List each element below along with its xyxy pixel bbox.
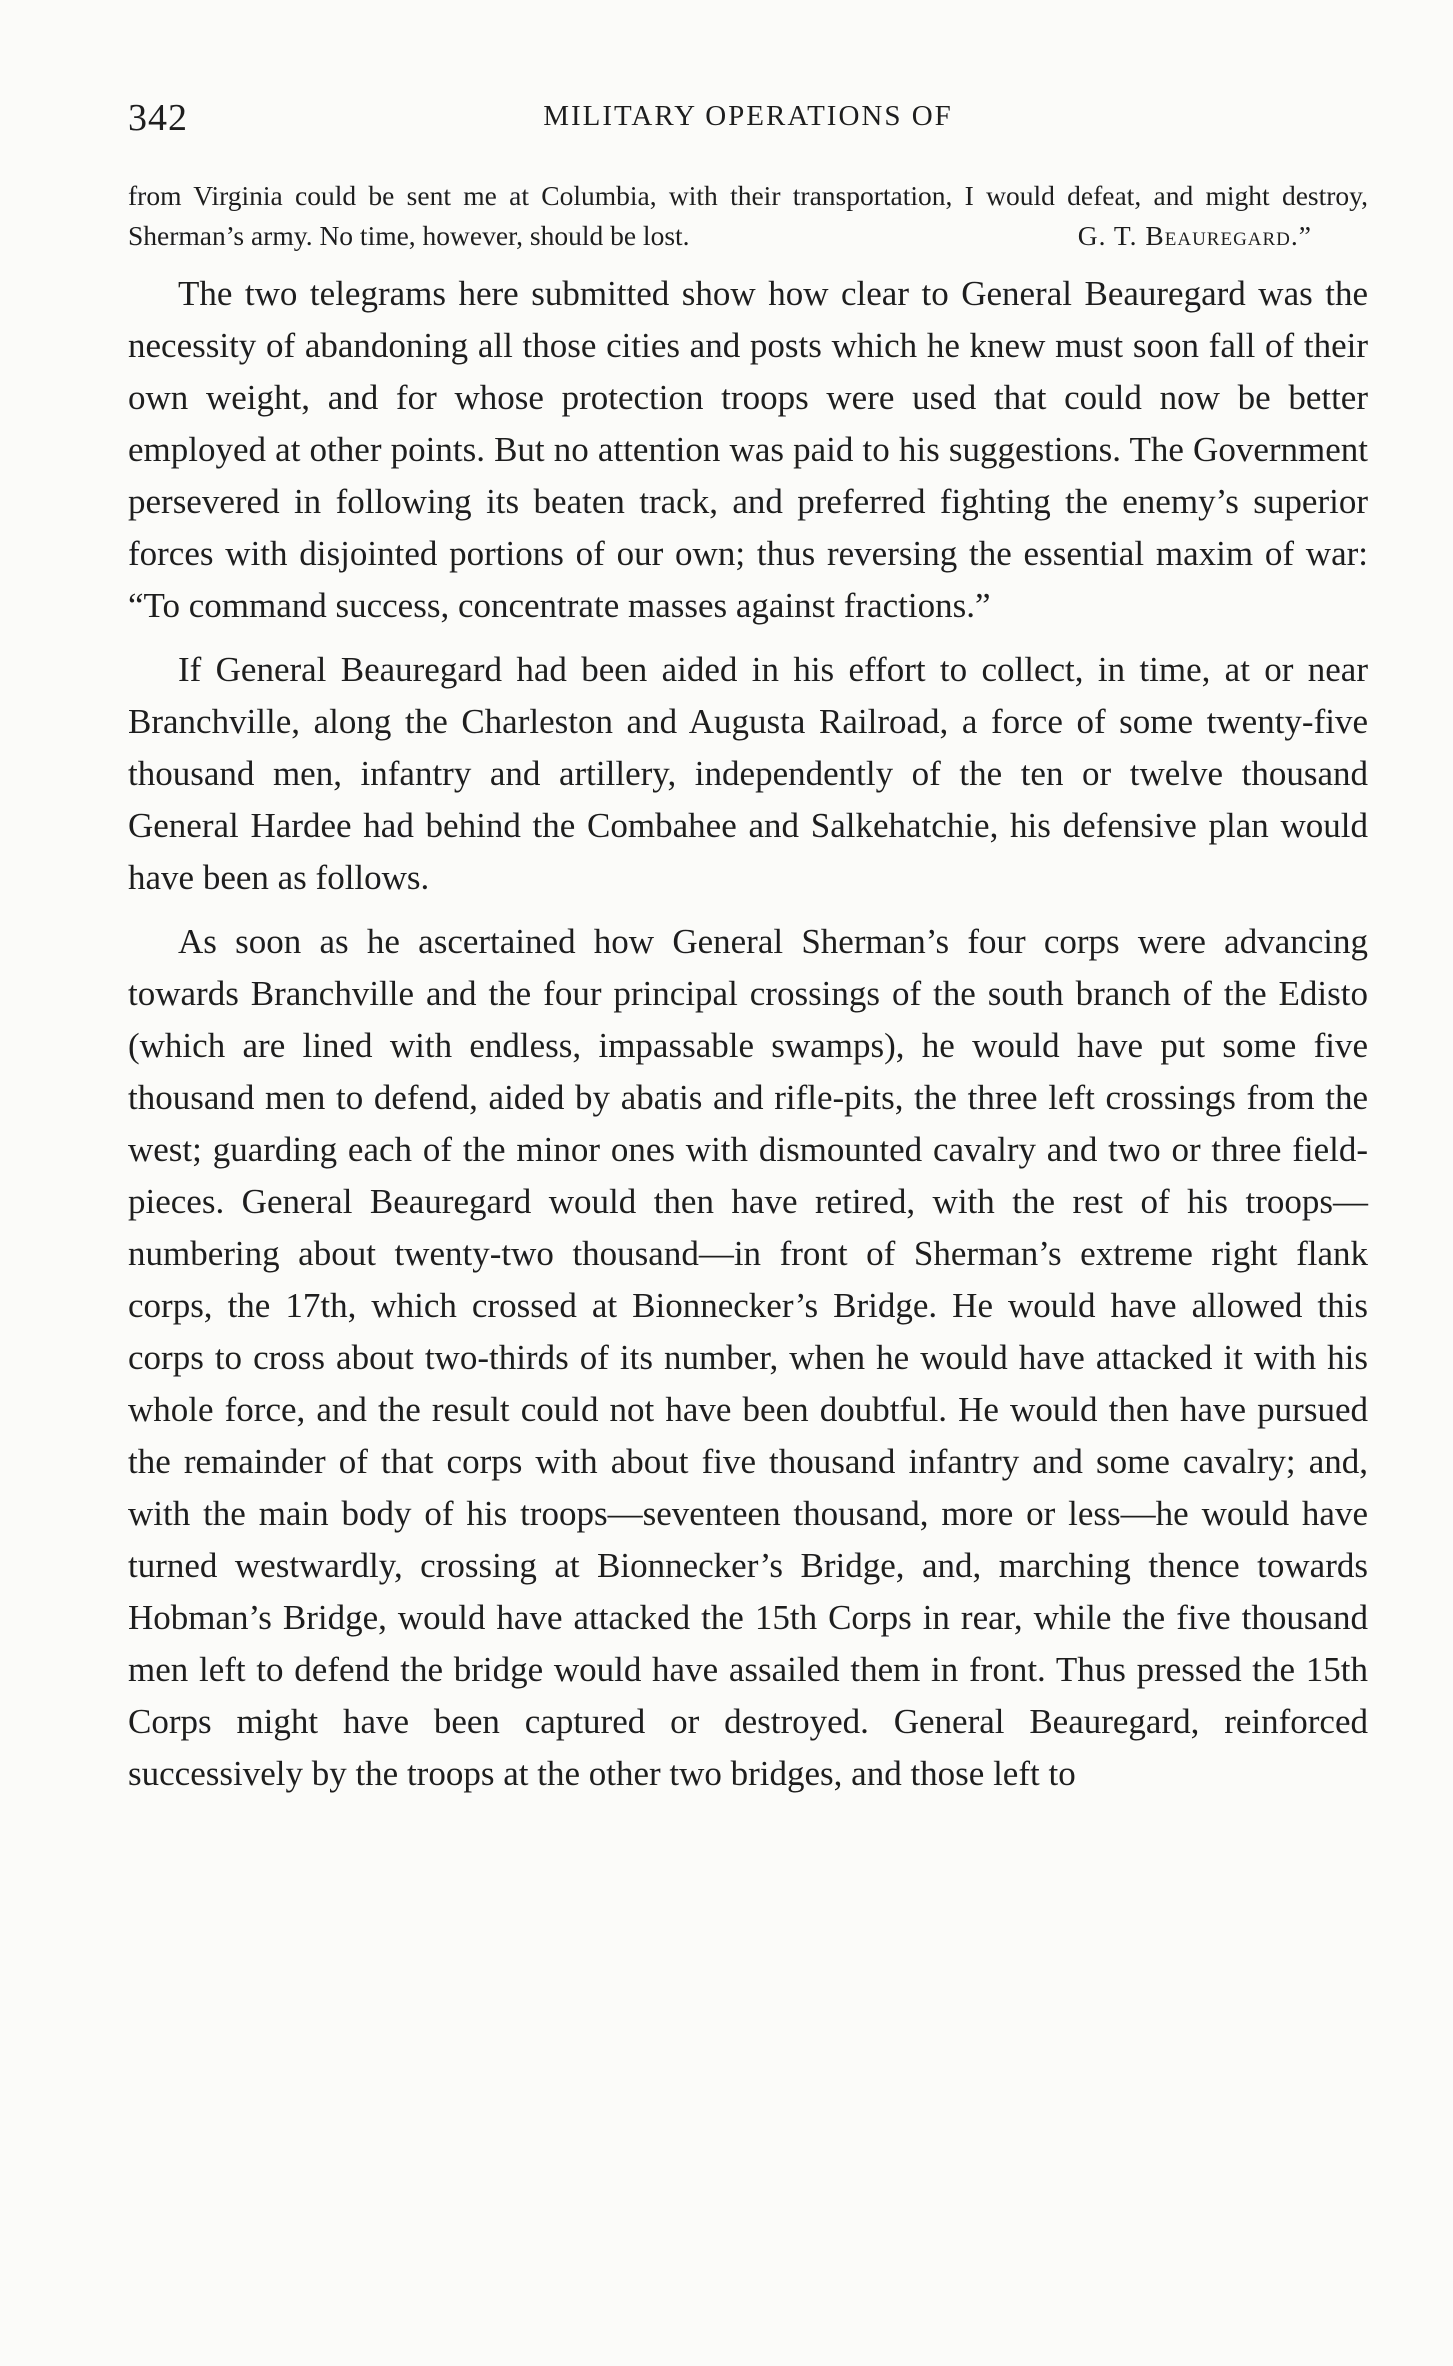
quote-text: from Virginia could be sent me at Columbia, with their transportation, I would defeat, and might destroy, Sherman’s army. No time, however, should be lost. bbox=[128, 180, 1368, 251]
page-number: 342 bbox=[128, 97, 188, 139]
signature: G. T. Beauregard.” bbox=[1077, 220, 1312, 251]
paragraph: The two telegrams here submitted show how clear to General Beauregard was the necessity of abandoning all those cities and posts which he knew must soon fall of their own weight, and for whose protection troops were used that could now be better employed at other points. But no attention was paid to his suggestions. The Government persevered in following its beaten track, and preferred fighting the enemy’s superior forces with disjointed portions of our own; thus reversing the essential maxim of war: “To command success, concentrate masses against fractions.” bbox=[128, 274, 1368, 625]
page-header bbox=[128, 96, 1368, 146]
body-text bbox=[128, 176, 1368, 1800]
running-head: MILITARY OPERATIONS OF bbox=[543, 100, 953, 132]
paragraph: If General Beauregard had been aided in his effort to collect, in time, at or near Branchville, along the Charleston and Augusta Railroad, a force of some twenty-five thousand men, infantry and artillery, independently of the ten or twelve thousand General Hardee had behind the Combahee and Salkehatchie, his defensive plan would have been as follows. bbox=[128, 650, 1368, 897]
telegram-quote bbox=[128, 176, 1368, 256]
paragraph: As soon as he ascertained how General Sherman’s four corps were advancing towards Branchville and the four principal crossings of the south branch of the Edisto (which are lined with endless, impassable swamps), he would have put some five thousand men to defend, aided by abatis and rifle-pits, the three left crossings from the west; guarding each of the minor ones with dismounted cavalry and two or three field-pieces. General Beauregard would then have retired, with the rest of his troops—numbering about twenty-two thousand—in front of Sherman’s extreme right flank corps, the 17th, which crossed at Bionnecker’s Bridge. He would have allowed this corps to cross about two-thirds of its number, when he would have attacked it with his whole force, and the result could not have been doubtful. He would then have pursued the remainder of that corps with about five thousand infantry and some cavalry; and, with the main body of his troops—seventeen thousand, more or less—he would have turned westwardly, crossing at Bionnecker’s Bridge, and, marching thence towards Hobman’s Bridge, would have attacked the 15th Corps in rear, while the five thousand men left to defend the bridge would have assailed them in front. Thus pressed the 15th Corps might have been captured or destroyed. General Beauregard, reinforced successively by the troops at the other two bridges, and those left to bbox=[128, 922, 1368, 1793]
